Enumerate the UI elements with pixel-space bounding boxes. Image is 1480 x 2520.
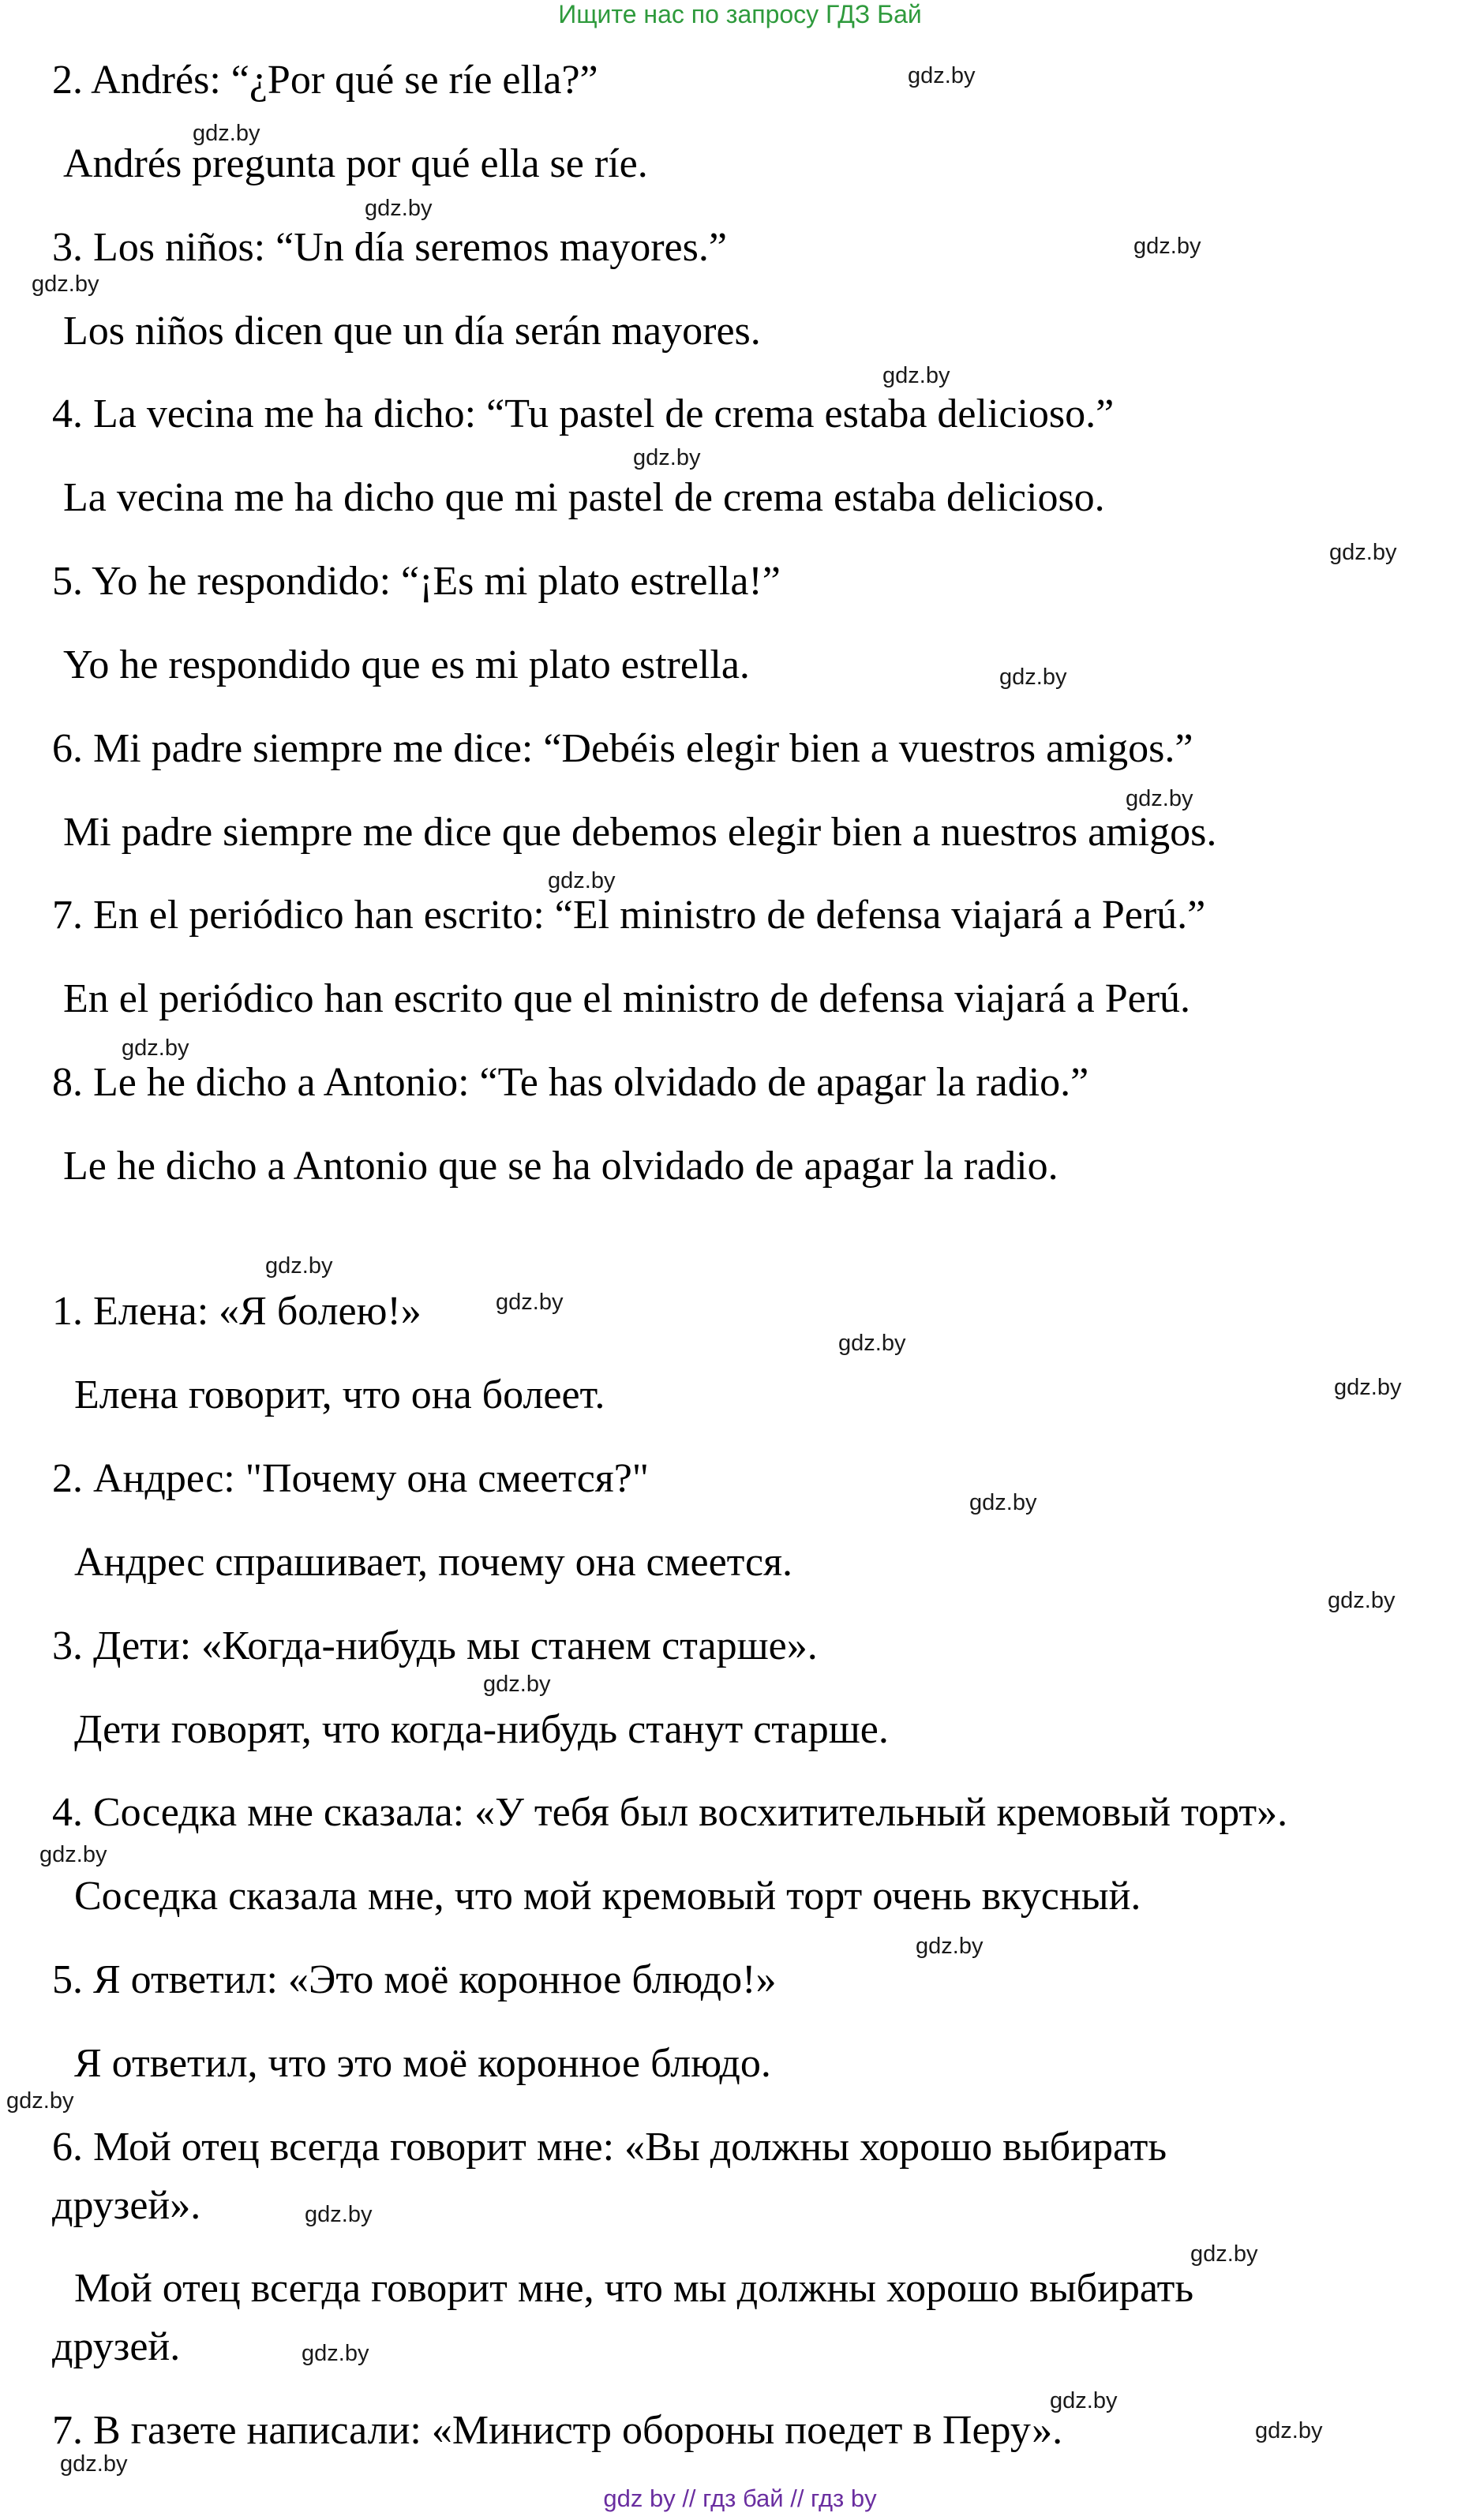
watermark: gdz.by	[548, 868, 616, 893]
watermark: gdz.by	[193, 121, 260, 146]
spanish-line: 2. Andrés: “¿Por qué se ríe ella?”	[52, 58, 598, 103]
watermark: gdz.by	[1328, 1588, 1396, 1613]
russian-line: 1. Елена: «Я болею!»	[52, 1289, 422, 1334]
watermark: gdz.by	[6, 2088, 74, 2114]
watermark: gdz.by	[365, 196, 433, 221]
watermark: gdz.by	[633, 445, 701, 470]
spanish-line: En el periódico han escrito que el ministro de defensa viajará a Perú.	[63, 976, 1191, 1021]
russian-line: Соседка сказала мне, что мой кремовый торт очень вкусный.	[74, 1874, 1141, 1919]
watermark: gdz.by	[838, 1331, 906, 1356]
watermark: gdz.by	[916, 1934, 984, 1959]
watermark: gdz.by	[1329, 540, 1397, 565]
russian-line: Андрес спрашивает, почему она смеется.	[74, 1540, 793, 1585]
watermark: gdz.by	[39, 1842, 107, 1867]
spanish-line: Andrés pregunta por qué ella se ríe.	[63, 141, 648, 186]
header-banner[interactable]: Ищите нас по запросу ГДЗ Бай	[558, 0, 922, 28]
russian-line: 7. В газете написали: «Министр обороны поедет в Перу».	[52, 2408, 1063, 2453]
spanish-line: 8. Le he dicho a Antonio: “Te has olvidado de apagar la radio.”	[52, 1060, 1089, 1105]
spanish-line: 6. Mi padre siempre me dice: “Debéis elegir bien a vuestros amigos.”	[52, 726, 1193, 771]
spanish-line: Yo he respondido que es mi plato estrella.	[63, 642, 750, 687]
russian-line: друзей.	[52, 2324, 181, 2369]
watermark: gdz.by	[1255, 2418, 1323, 2443]
watermark: gdz.by	[969, 1490, 1037, 1515]
watermark: gdz.by	[305, 2202, 373, 2227]
russian-line: 5. Я ответил: «Это моё коронное блюдо!»	[52, 1957, 777, 2002]
spanish-line: Los niños dicen que un día serán mayores.	[63, 309, 761, 354]
watermark: gdz.by	[483, 1672, 551, 1697]
spanish-line: 5. Yo he respondido: “¡Es mi plato estrella!”	[52, 559, 781, 604]
russian-line: Елена говорит, что она болеет.	[74, 1372, 605, 1417]
watermark: gdz.by	[1133, 234, 1201, 259]
watermark: gdz.by	[1050, 2388, 1118, 2413]
watermark: gdz.by	[302, 2341, 369, 2366]
russian-line: Дети говорят, что когда-нибудь станут старше.	[74, 1707, 889, 1752]
watermark: gdz.by	[265, 1253, 333, 1279]
watermark: gdz.by	[908, 63, 976, 88]
spanish-line: Le he dicho a Antonio que se ha olvidado de apagar la radio.	[63, 1144, 1058, 1189]
watermark: gdz.by	[1190, 2241, 1258, 2267]
watermark: gdz.by	[882, 363, 950, 388]
russian-line: 4. Соседка мне сказала: «У тебя был восхитительный кремовый торт».	[52, 1790, 1288, 1835]
footer-links[interactable]: gdz by // гдз бай // гдз by	[603, 2484, 877, 2512]
watermark: gdz.by	[496, 1290, 564, 1315]
spanish-line: 4. La vecina me ha dicho: “Tu pastel de crema estaba delicioso.”	[52, 391, 1115, 436]
russian-line: Я ответил, что это моё коронное блюдо.	[74, 2041, 771, 2086]
russian-line: друзей».	[52, 2183, 201, 2228]
watermark: gdz.by	[32, 271, 99, 297]
russian-line: 3. Дети: «Когда-нибудь мы станем старше».	[52, 1623, 818, 1668]
spanish-line: La vecina me ha dicho que mi pastel de crema estaba delicioso.	[63, 475, 1105, 520]
russian-line: Мой отец всегда говорит мне, что мы должны хорошо выбирать	[74, 2266, 1194, 2311]
spanish-line: 3. Los niños: “Un día seremos mayores.”	[52, 225, 727, 270]
watermark: gdz.by	[60, 2451, 128, 2477]
spanish-line: 7. En el periódico han escrito: “El ministro de defensa viajará a Perú.”	[52, 893, 1206, 938]
russian-line: 2. Андрес: "Почему она смеется?"	[52, 1456, 650, 1501]
spanish-line: Mi padre siempre me dice que debemos elegir bien a nuestros amigos.	[63, 810, 1217, 855]
watermark: gdz.by	[1334, 1375, 1402, 1400]
watermark: gdz.by	[1126, 786, 1193, 811]
russian-line: 6. Мой отец всегда говорит мне: «Вы должны хорошо выбирать	[52, 2125, 1167, 2170]
watermark: gdz.by	[999, 665, 1067, 690]
watermark: gdz.by	[122, 1035, 189, 1061]
